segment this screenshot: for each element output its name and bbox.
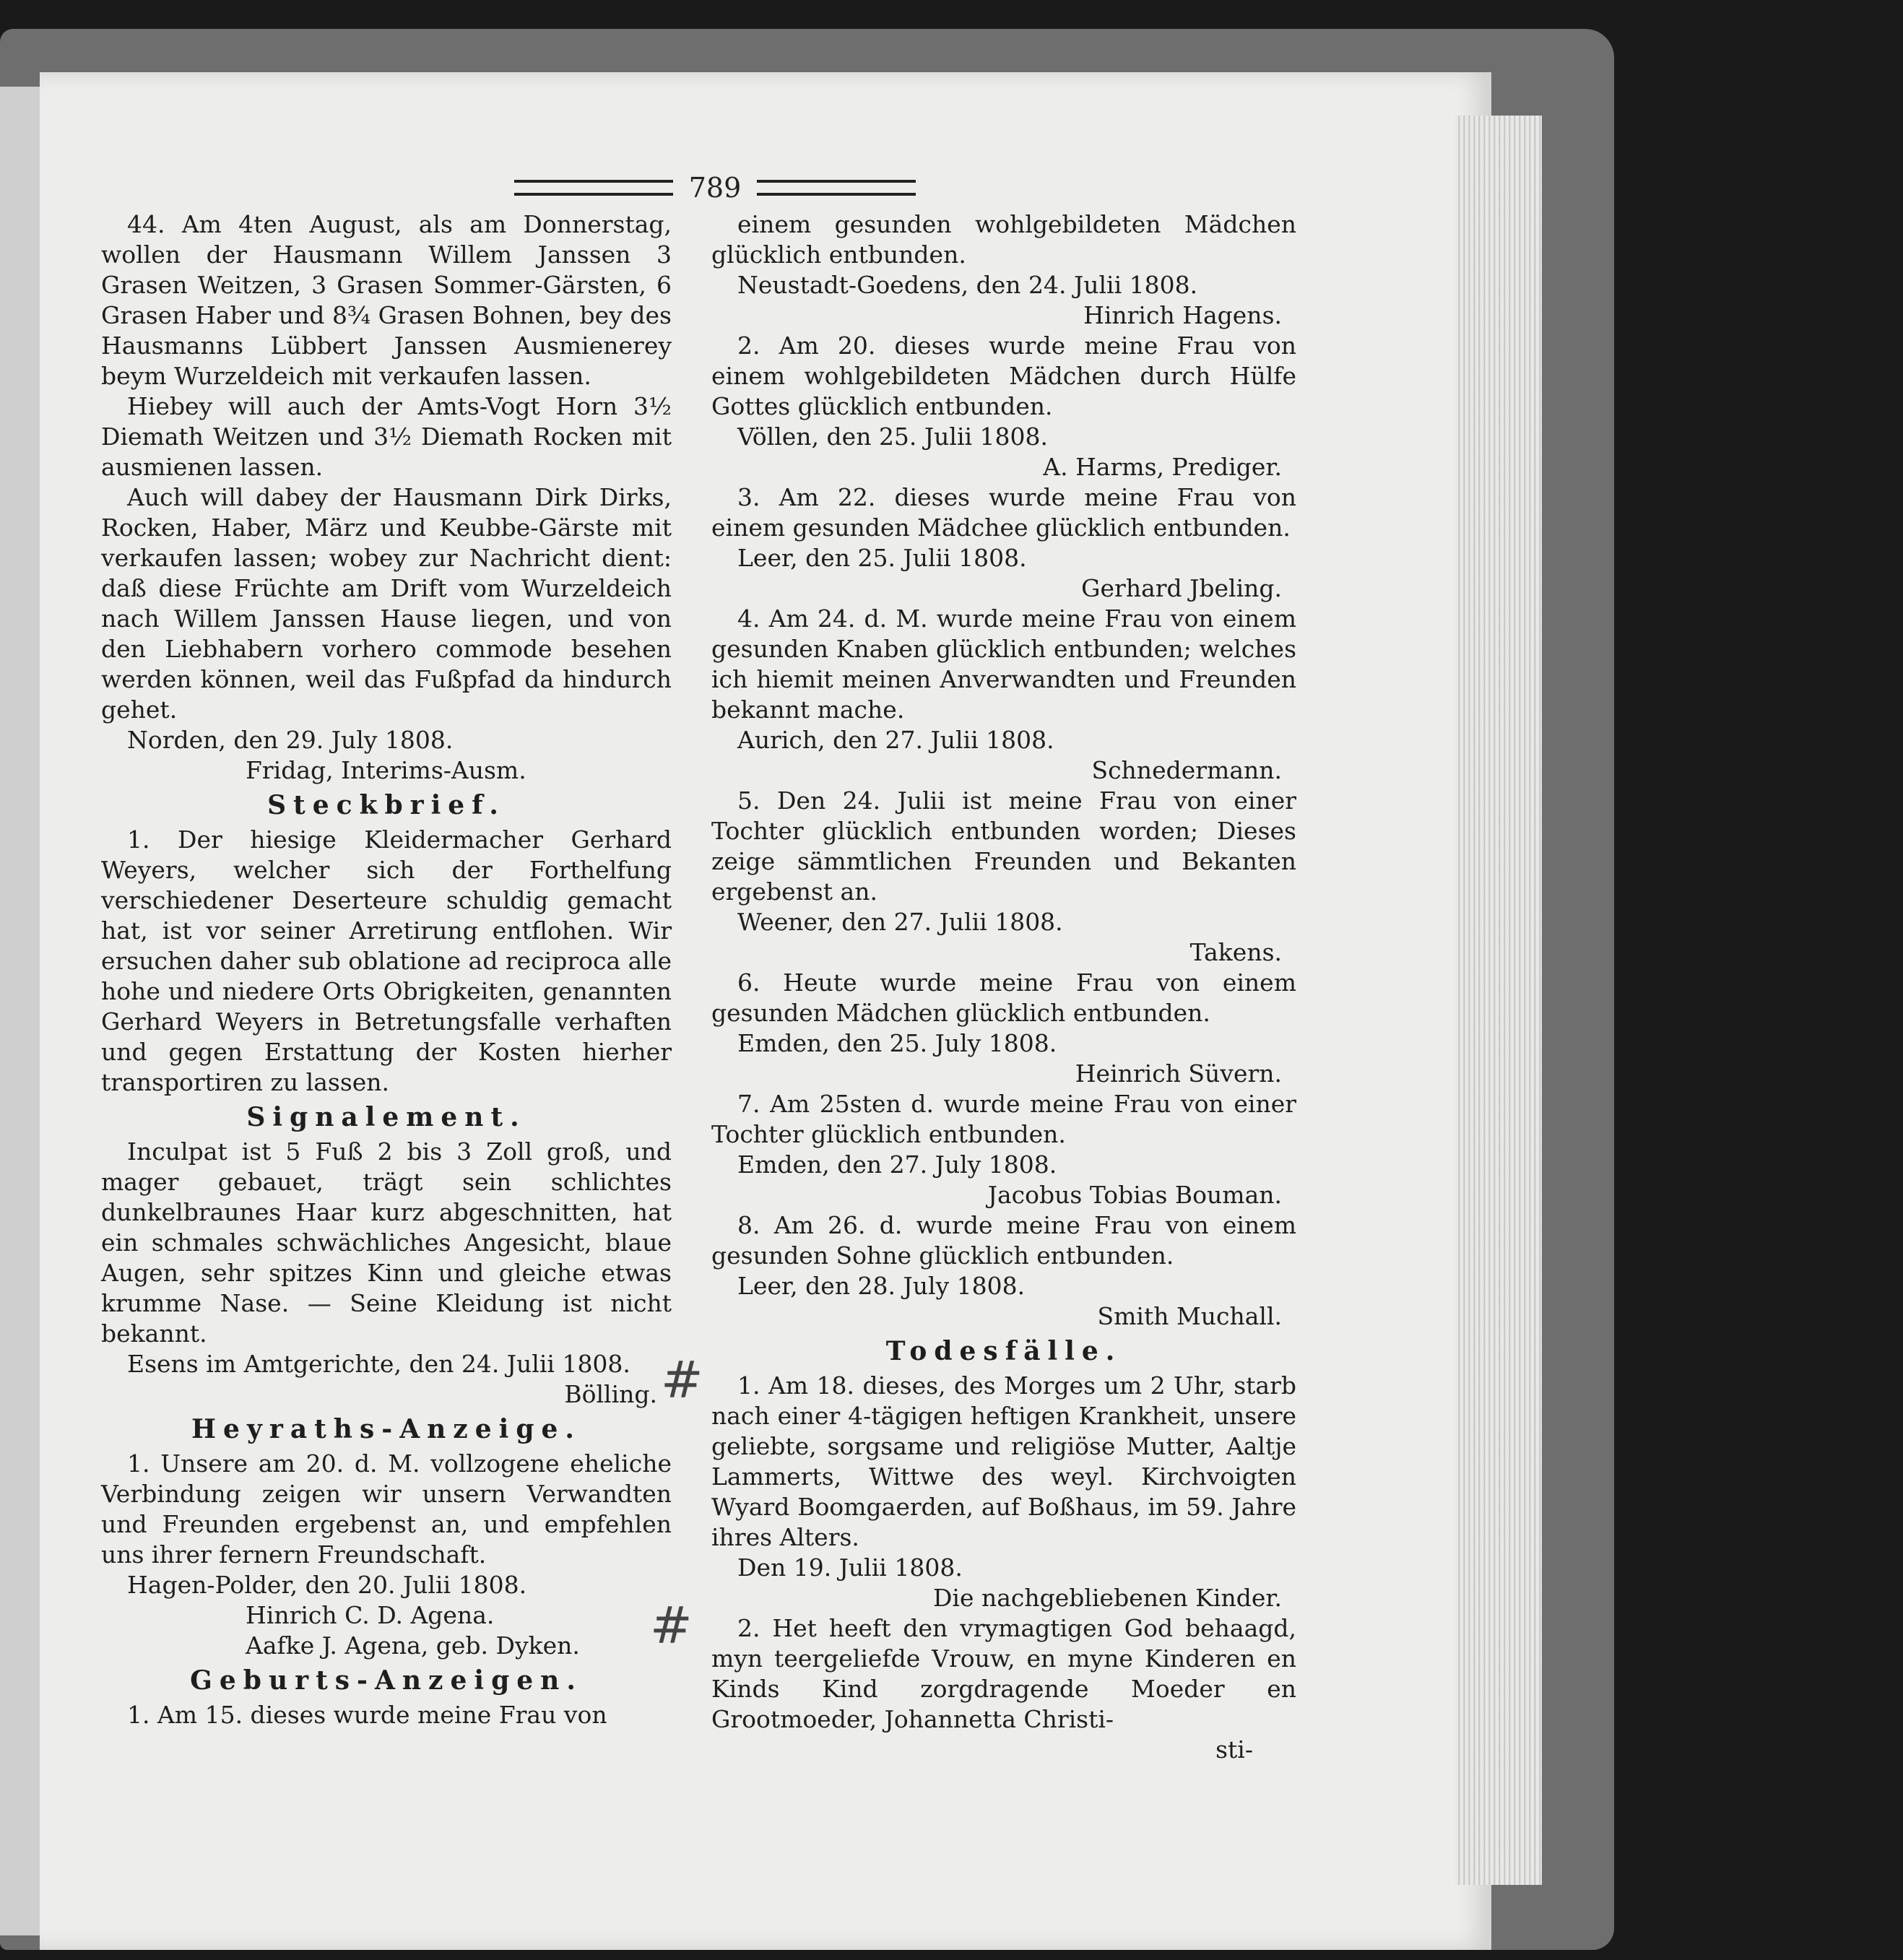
- header-rule-right: [757, 180, 916, 196]
- text-paragraph: 6. Heute wurde meine Frau von einem gesunden Mädchen glücklich entbunden.: [711, 968, 1296, 1027]
- text-paragraph: 2. Het heeft den vrymagtigen God behaagd, myn teergeliefde Vrouw, en myne Kinderen en Kinds Kind zorgdragende Moeder en Grootmoeder, Johannetta Christi-: [711, 1614, 1296, 1733]
- text-paragraph: Inculpat ist 5 Fuß 2 bis 3 Zoll groß, und mager gebauet, trägt sein schlichtes dunkelbraunes Haar kurz abgeschnitten, hat ein schmales schwächliches Angesicht, blaue Augen, sehr spitzes Kinn und gleiche etwas krumme Nase. — Seine Kleidung ist nicht bekannt.: [101, 1137, 672, 1348]
- dateline: Emden, den 27. July 1808.: [737, 1150, 1057, 1179]
- text-paragraph: 44. Am 4ten August, als am Donnerstag, wollen der Hausmann Willem Janssen 3 Grasen Weitzen, 3 Grasen Sommer-Gärsten, 6 Grasen Haber und 8¾ Grasen Bohnen, bey des Hausmanns Lübbert Janssen Ausmienerey beym Wurzeldeich mit verkaufen lassen.: [101, 210, 672, 390]
- dateline: Neustadt-Goedens, den 24. Julii 1808.: [737, 271, 1198, 299]
- text-paragraph: 3. Am 22. dieses wurde meine Frau von einem gesunden Mädchee glücklich entbunden.: [711, 483, 1296, 542]
- text-paragraph: 1. Unsere am 20. d. M. vollzogene eheliche Verbindung zeigen wir unsern Verwandten und Freunden ergebenst an, und empfehlen uns ihrer fernern Freundschaft.: [101, 1449, 672, 1569]
- page-number: 789: [688, 172, 742, 204]
- signature: Aafke J. Agena, geb. Dyken.: [246, 1631, 580, 1660]
- dateline: Hagen-Polder, den 20. Julii 1808.: [127, 1571, 527, 1599]
- signature: Smith Muchall.: [1097, 1302, 1282, 1330]
- pen-mark: #: [650, 1596, 693, 1655]
- signature: Heinrich Süvern.: [1075, 1059, 1282, 1088]
- pen-mark: #: [661, 1350, 703, 1410]
- signature: Bölling.: [564, 1380, 657, 1408]
- text-paragraph: 8. Am 26. d. wurde meine Frau von einem gesunden Sohne glücklich entbunden.: [711, 1211, 1296, 1270]
- dateline: Aurich, den 27. Julii 1808.: [737, 726, 1054, 754]
- text-paragraph: 1. Am 15. dieses wurde meine Frau von: [127, 1701, 607, 1729]
- dateline: Völlen, den 25. Julii 1808.: [737, 422, 1049, 451]
- signature: Hinrich Hagens.: [1083, 301, 1282, 329]
- signature: Die nachgebliebenen Kinder.: [932, 1584, 1282, 1612]
- dateline: Emden, den 25. July 1808.: [737, 1029, 1057, 1057]
- right-column: [711, 209, 1296, 1765]
- page-stack-edges: [1455, 116, 1542, 1885]
- facing-page-edge: [0, 87, 43, 1935]
- signature: Schnedermann.: [1091, 756, 1282, 784]
- text-paragraph: 1. Am 18. dieses, des Morges um 2 Uhr, starb nach einer 4-tägigen heftigen Krankheit, unsere geliebte, sorgsame und religiöse Mutter, Aaltje Lammerts, Wittwe des weyl. Kirchvoigten Wyard Boomgaerden, auf Boßhaus, im 59. Jahre ihres Alters.: [711, 1371, 1296, 1551]
- text-paragraph: 7. Am 25sten d. wurde meine Frau von einer Tochter glücklich entbunden.: [711, 1090, 1296, 1148]
- dateline: Weener, den 27. Julii 1808.: [737, 908, 1063, 936]
- text-paragraph: Auch will dabey der Hausmann Dirk Dirks, Rocken, Haber, März und Keubbe-Gärste mit verkaufen lassen; wobey zur Nachricht dient: daß diese Früchte am Drift vom Wurzeldeich nach Willem Janssen Hause liegen, und von den Liebhabern vorhero commode besehen werden können, weil das Fußpfad da hindurch gehet.: [101, 483, 672, 724]
- signature: Hinrich C. D. Agena.: [246, 1601, 495, 1629]
- signature: Gerhard Jbeling.: [1081, 574, 1282, 602]
- dateline: Esens im Amtgerichte, den 24. Julii 1808.: [127, 1350, 630, 1378]
- dateline: Leer, den 25. Julii 1808.: [737, 544, 1027, 572]
- text-paragraph: 1. Der hiesige Kleidermacher Gerhard Weyers, welcher sich der Forthelfung verschiedener Deserteure schuldig gemacht hat, ist vor seiner Arretirung entflohen. Wir ersuchen daher sub oblatione ad reciproca alle hohe und niedere Orts Obrigkeiten, genannten Gerhard Weyers in Betretungsfalle verhaften und gegen Erstattung der Kosten hierher transportiren zu lassen.: [101, 825, 672, 1096]
- signature: A. Harms, Prediger.: [1043, 453, 1282, 481]
- section-heading: Signalement.: [246, 1102, 526, 1132]
- text-paragraph: 4. Am 24. d. M. wurde meine Frau von einem gesunden Knaben glücklich entbunden; welches ich hiemit meinen Anverwandten und Freunden bekannt mache.: [711, 604, 1296, 724]
- section-heading: Todesfälle.: [885, 1336, 1122, 1366]
- left-column: [101, 209, 672, 1730]
- section-heading: Heyraths-Anzeige.: [191, 1414, 581, 1444]
- text-paragraph: einem gesunden wohlgebildeten Mädchen glücklich entbunden.: [711, 210, 1296, 269]
- section-heading: Steckbrief.: [267, 790, 506, 820]
- header-rule-left: [514, 180, 673, 196]
- dateline: Den 19. Julii 1808.: [737, 1553, 963, 1582]
- section-heading: Geburts-Anzeigen.: [190, 1665, 583, 1696]
- signature: Takens.: [1189, 938, 1282, 966]
- signature: Jacobus Tobias Bouman.: [987, 1181, 1282, 1209]
- text-paragraph: 5. Den 24. Julii ist meine Frau von einer Tochter glücklich entbunden worden; Dieses zeige sämmtlichen Freunden und Bekanten ergebenst an.: [711, 786, 1296, 906]
- signature: Fridag, Interims-Ausm.: [246, 756, 526, 784]
- text-paragraph: Hiebey will auch der Amts-Vogt Horn 3½ Diemath Weitzen und 3½ Diemath Rocken mit ausmienen lassen.: [101, 392, 672, 481]
- dateline: Norden, den 29. July 1808.: [127, 726, 454, 754]
- text-paragraph: 2. Am 20. dieses wurde meine Frau von einem wohlgebildeten Mädchen durch Hülfe Gottes glücklich entbunden.: [711, 331, 1296, 420]
- page-header: [491, 170, 939, 206]
- dateline: Leer, den 28. July 1808.: [737, 1272, 1026, 1300]
- catchword: sti-: [1215, 1735, 1253, 1764]
